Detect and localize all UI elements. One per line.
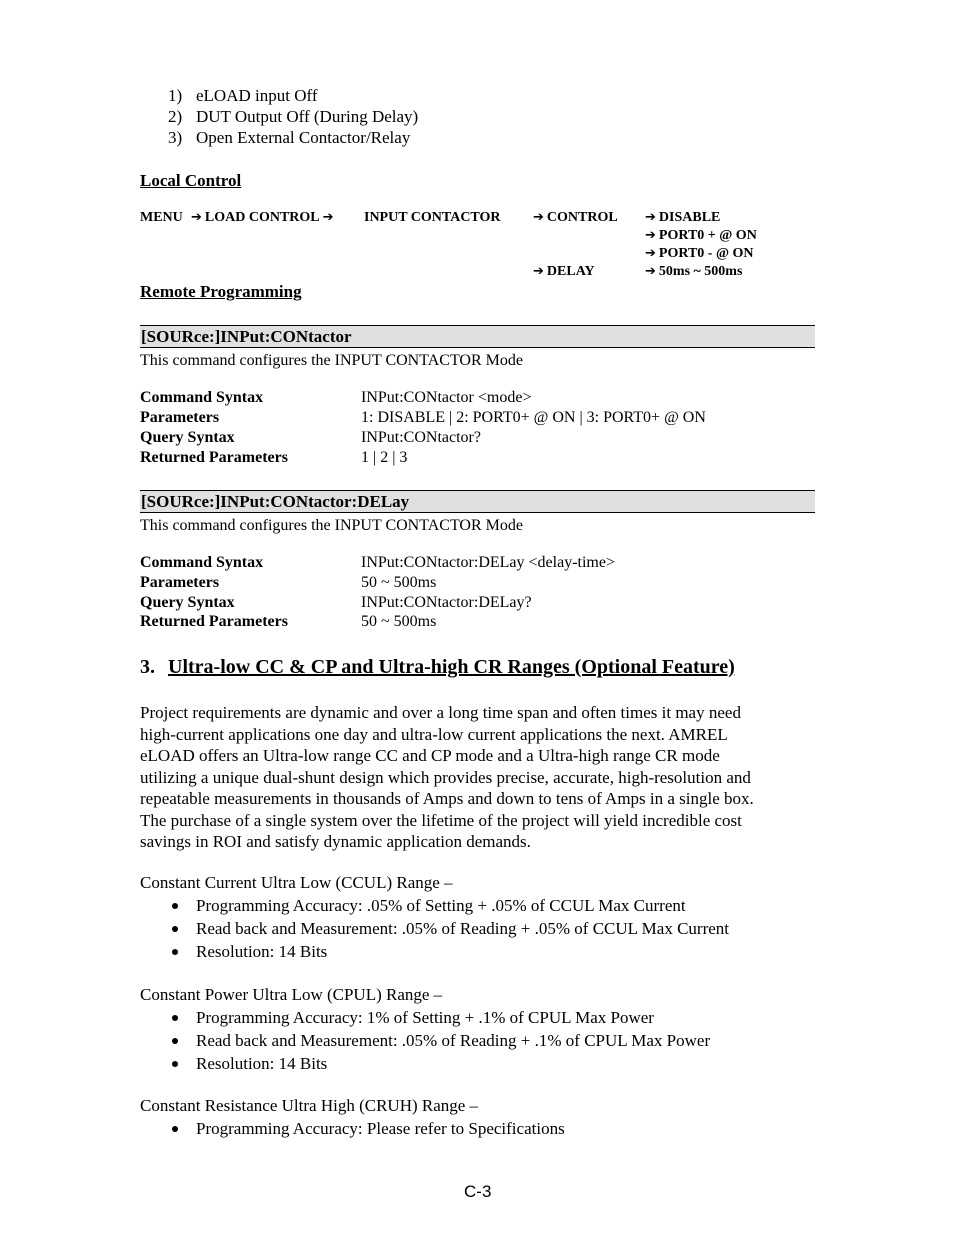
section-paragraph [140,702,830,853]
bullet-icon [172,926,178,932]
list-item: eLOAD input Off [196,86,318,105]
menu-option: ➔ PORT0 + @ ON [645,228,757,243]
list-number: 1) [168,86,183,105]
section-number: 3. [140,656,155,678]
row-value: INPut:CONtactor? [361,429,481,446]
arrow-right-icon: ➔ [645,264,656,279]
paragraph-line: high-current applications one day and ultra-low current applications the next. AMREL [140,724,728,744]
row-label: Query Syntax [140,594,235,611]
paragraph-line: repeatable measurements in thousands of Amps and down to tens of Amps in a single box. [140,789,754,808]
row-label: Returned Parameters [140,449,288,466]
command-description: This command configures the INPUT CONTACTOR Mode [140,517,523,534]
paragraph-line: utilizing a unique dual-shunt design which provides precise, accurate, high-resolution and [140,767,751,787]
row-label: Returned Parameters [140,613,288,630]
menu-step-input-contactor: INPUT CONTACTOR [364,210,501,225]
bullet-item: Resolution: 14 Bits [196,1054,328,1073]
bullet-icon [172,903,178,909]
row-label: Command Syntax [140,554,264,571]
command-header-bar [140,325,815,348]
arrow-right-icon: ➔ [645,228,656,243]
command-header-bar [140,490,815,513]
bullet-item: Programming Accuracy: 1% of Setting + .1% of CPUL Max Power [196,1008,654,1027]
bullet-item: Resolution: 14 Bits [196,942,328,961]
row-value: 50 ~ 500ms [361,574,437,591]
menu-option: ➔ DISABLE [645,210,721,225]
arrow-right-icon: ➔ [322,210,334,225]
list-number: 3) [168,128,183,147]
arrow-right-icon: ➔ [533,264,544,279]
bullet-item: Read back and Measurement: .05% of Reading + .1% of CPUL Max Power [196,1031,711,1050]
row-value: INPut:CONtactor <mode> [361,389,532,406]
local-control-heading: Local Control [140,171,242,190]
bullet-item: Programming Accuracy: .05% of Setting + .05% of CCUL Max Current [196,896,686,915]
menu-label: MENU [140,210,183,225]
row-label: Parameters [140,574,220,591]
row-label: Parameters [140,409,220,426]
range-heading: Constant Resistance Ultra High (CRUH) Range – [140,1096,479,1115]
range-heading: Constant Power Ultra Low (CPUL) Range – [140,985,443,1004]
paragraph-line: The purchase of a single system over the lifetime of the project will yield incredible cost [140,810,742,830]
row-value: 50 ~ 500ms [361,613,437,630]
bullet-item: Read back and Measurement: .05% of Reading + .05% of CCUL Max Current [196,919,729,938]
paragraph-line: savings in ROI and satisfy dynamic application demands. [140,832,531,851]
arrow-right-icon: ➔ [191,210,202,225]
row-value: INPut:CONtactor:DELay <delay-time> [361,554,615,571]
row-value: INPut:CONtactor:DELay? [361,594,532,611]
command-title: [SOURce:]INPut:CONtactor:DELay [141,492,410,511]
arrow-right-icon: ➔ [533,210,544,225]
arrow-right-icon: ➔ [645,246,656,261]
command-description: This command configures the INPUT CONTACTOR Mode [140,352,523,369]
range-heading: Constant Current Ultra Low (CCUL) Range – [140,873,453,892]
menu-step-load-control: ➔ LOAD CONTROL ➔ [191,210,334,225]
row-label: Command Syntax [140,389,264,406]
row-label: Query Syntax [140,429,235,446]
bullet-icon [172,949,178,955]
menu-option: ➔ 50ms ~ 500ms [645,264,743,279]
bullet-icon [172,1038,178,1044]
list-item: Open External Contactor/Relay [196,128,411,147]
paragraph-line: Project requirements are dynamic and over a long time span and often times it may need [140,703,741,722]
command-title: [SOURce:]INPut:CONtactor [141,327,352,346]
row-value: 1 | 2 | 3 [361,449,408,466]
paragraph-line: eLOAD offers an Ultra-low range CC and CP mode and a Ultra-high range CR mode [140,746,720,765]
menu-step-control: ➔ CONTROL [533,210,618,225]
row-value: 1: DISABLE | 2: PORT0+ @ ON | 3: PORT0+ @ ON [361,409,706,426]
bullet-item: Programming Accuracy: Please refer to Specifications [196,1119,565,1138]
bullet-icon [172,1061,178,1067]
section-title: Ultra-low CC & CP and Ultra-high CR Ranges (Optional Feature) [168,656,735,678]
arrow-right-icon: ➔ [645,210,656,225]
menu-step-delay: ➔ DELAY [533,264,595,279]
list-number: 2) [168,107,183,126]
list-item: DUT Output Off (During Delay) [196,107,419,126]
bullet-icon [172,1015,178,1021]
page-number: C-3 [464,1182,492,1201]
remote-programming-heading: Remote Programming [140,282,302,301]
bullet-icon [172,1126,178,1132]
menu-option: ➔ PORT0 - @ ON [645,246,754,261]
